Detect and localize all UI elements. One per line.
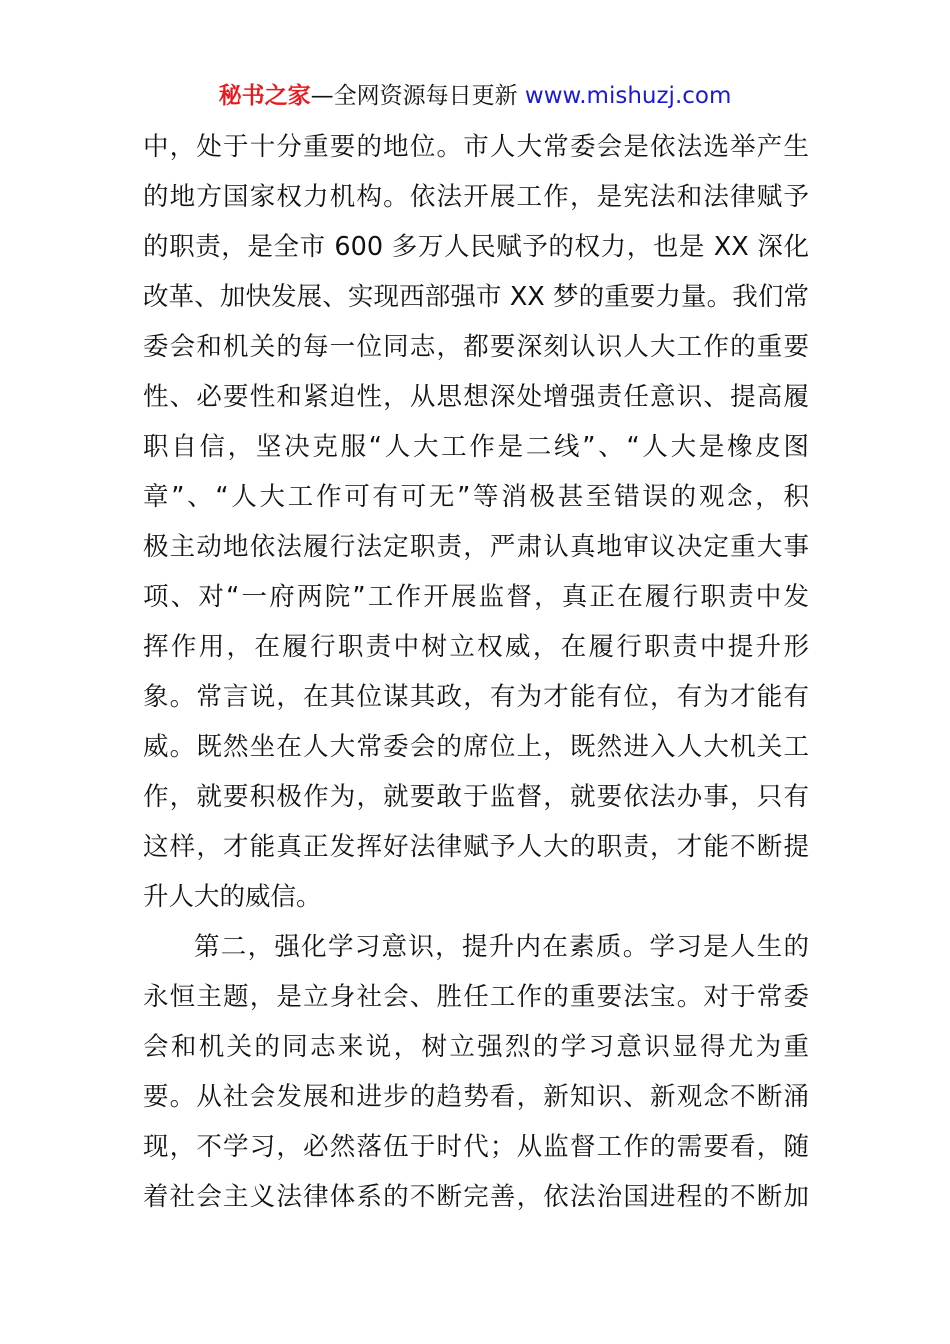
- text-line: 着社会主义法律体系的不断完善，依法治国进程的不断加: [143, 1182, 809, 1212]
- text-line-paragraph-end: 升人大的威信。: [143, 882, 322, 912]
- body-text: [143, 122, 809, 1222]
- text-line: 威。既然坐在人大常委会的席位上，既然进入人大机关工: [143, 732, 809, 762]
- text-line: 作，就要积极作为，就要敢于监督，就要依法办事，只有: [143, 782, 809, 812]
- page-header: [0, 80, 950, 112]
- header-url[interactable]: www.mishuzj.com: [524, 83, 732, 109]
- text-line: 现，不学习，必然落伍于时代；从监督工作的需要看，随: [143, 1132, 809, 1162]
- text-line: 委会和机关的每一位同志，都要深刻认识人大工作的重要: [143, 332, 809, 362]
- text-line: 中，处于十分重要的地位。市人大常委会是依法选举产生: [143, 132, 809, 162]
- text-line: 职自信，坚决克服“人大工作是二线”、“人大是橡皮图: [143, 432, 809, 462]
- text-line: 象。常言说，在其位谋其政，有为才能有位，有为才能有: [143, 682, 809, 712]
- text-line: 项、对“一府两院”工作开展监督，真正在履行职责中发: [143, 582, 809, 612]
- text-line: 永恒主题，是立身社会、胜任工作的重要法宝。对于常委: [143, 982, 809, 1012]
- text-line-paragraph-start: 第二，强化学习意识，提升内在素质。学习是人生的: [194, 932, 809, 962]
- text-line: 这样，才能真正发挥好法律赋予人大的职责，才能不断提: [143, 832, 809, 862]
- text-line: 性、必要性和紧迫性，从思想深处增强责任意识、提高履: [143, 382, 809, 412]
- header-tagline: —全网资源每日更新: [310, 83, 525, 109]
- header-brand: 秘书之家: [218, 83, 311, 109]
- text-line: 会和机关的同志来说，树立强烈的学习意识显得尤为重: [143, 1032, 809, 1062]
- text-line: 的职责，是全市 600 多万人民赋予的权力，也是 XX 深化: [143, 232, 809, 262]
- text-line: 章”、“人大工作可有可无”等消极甚至错误的观念，积: [143, 482, 809, 512]
- text-line: 要。从社会发展和进步的趋势看，新知识、新观念不断涌: [143, 1082, 809, 1112]
- text-line: 极主动地依法履行法定职责，严肃认真地审议决定重大事: [143, 532, 809, 562]
- text-line: 改革、加快发展、实现西部强市 XX 梦的重要力量。我们常: [143, 282, 809, 312]
- text-line: 挥作用，在履行职责中树立权威，在履行职责中提升形: [143, 632, 809, 662]
- text-line: 的地方国家权力机构。依法开展工作，是宪法和法律赋予: [143, 182, 809, 212]
